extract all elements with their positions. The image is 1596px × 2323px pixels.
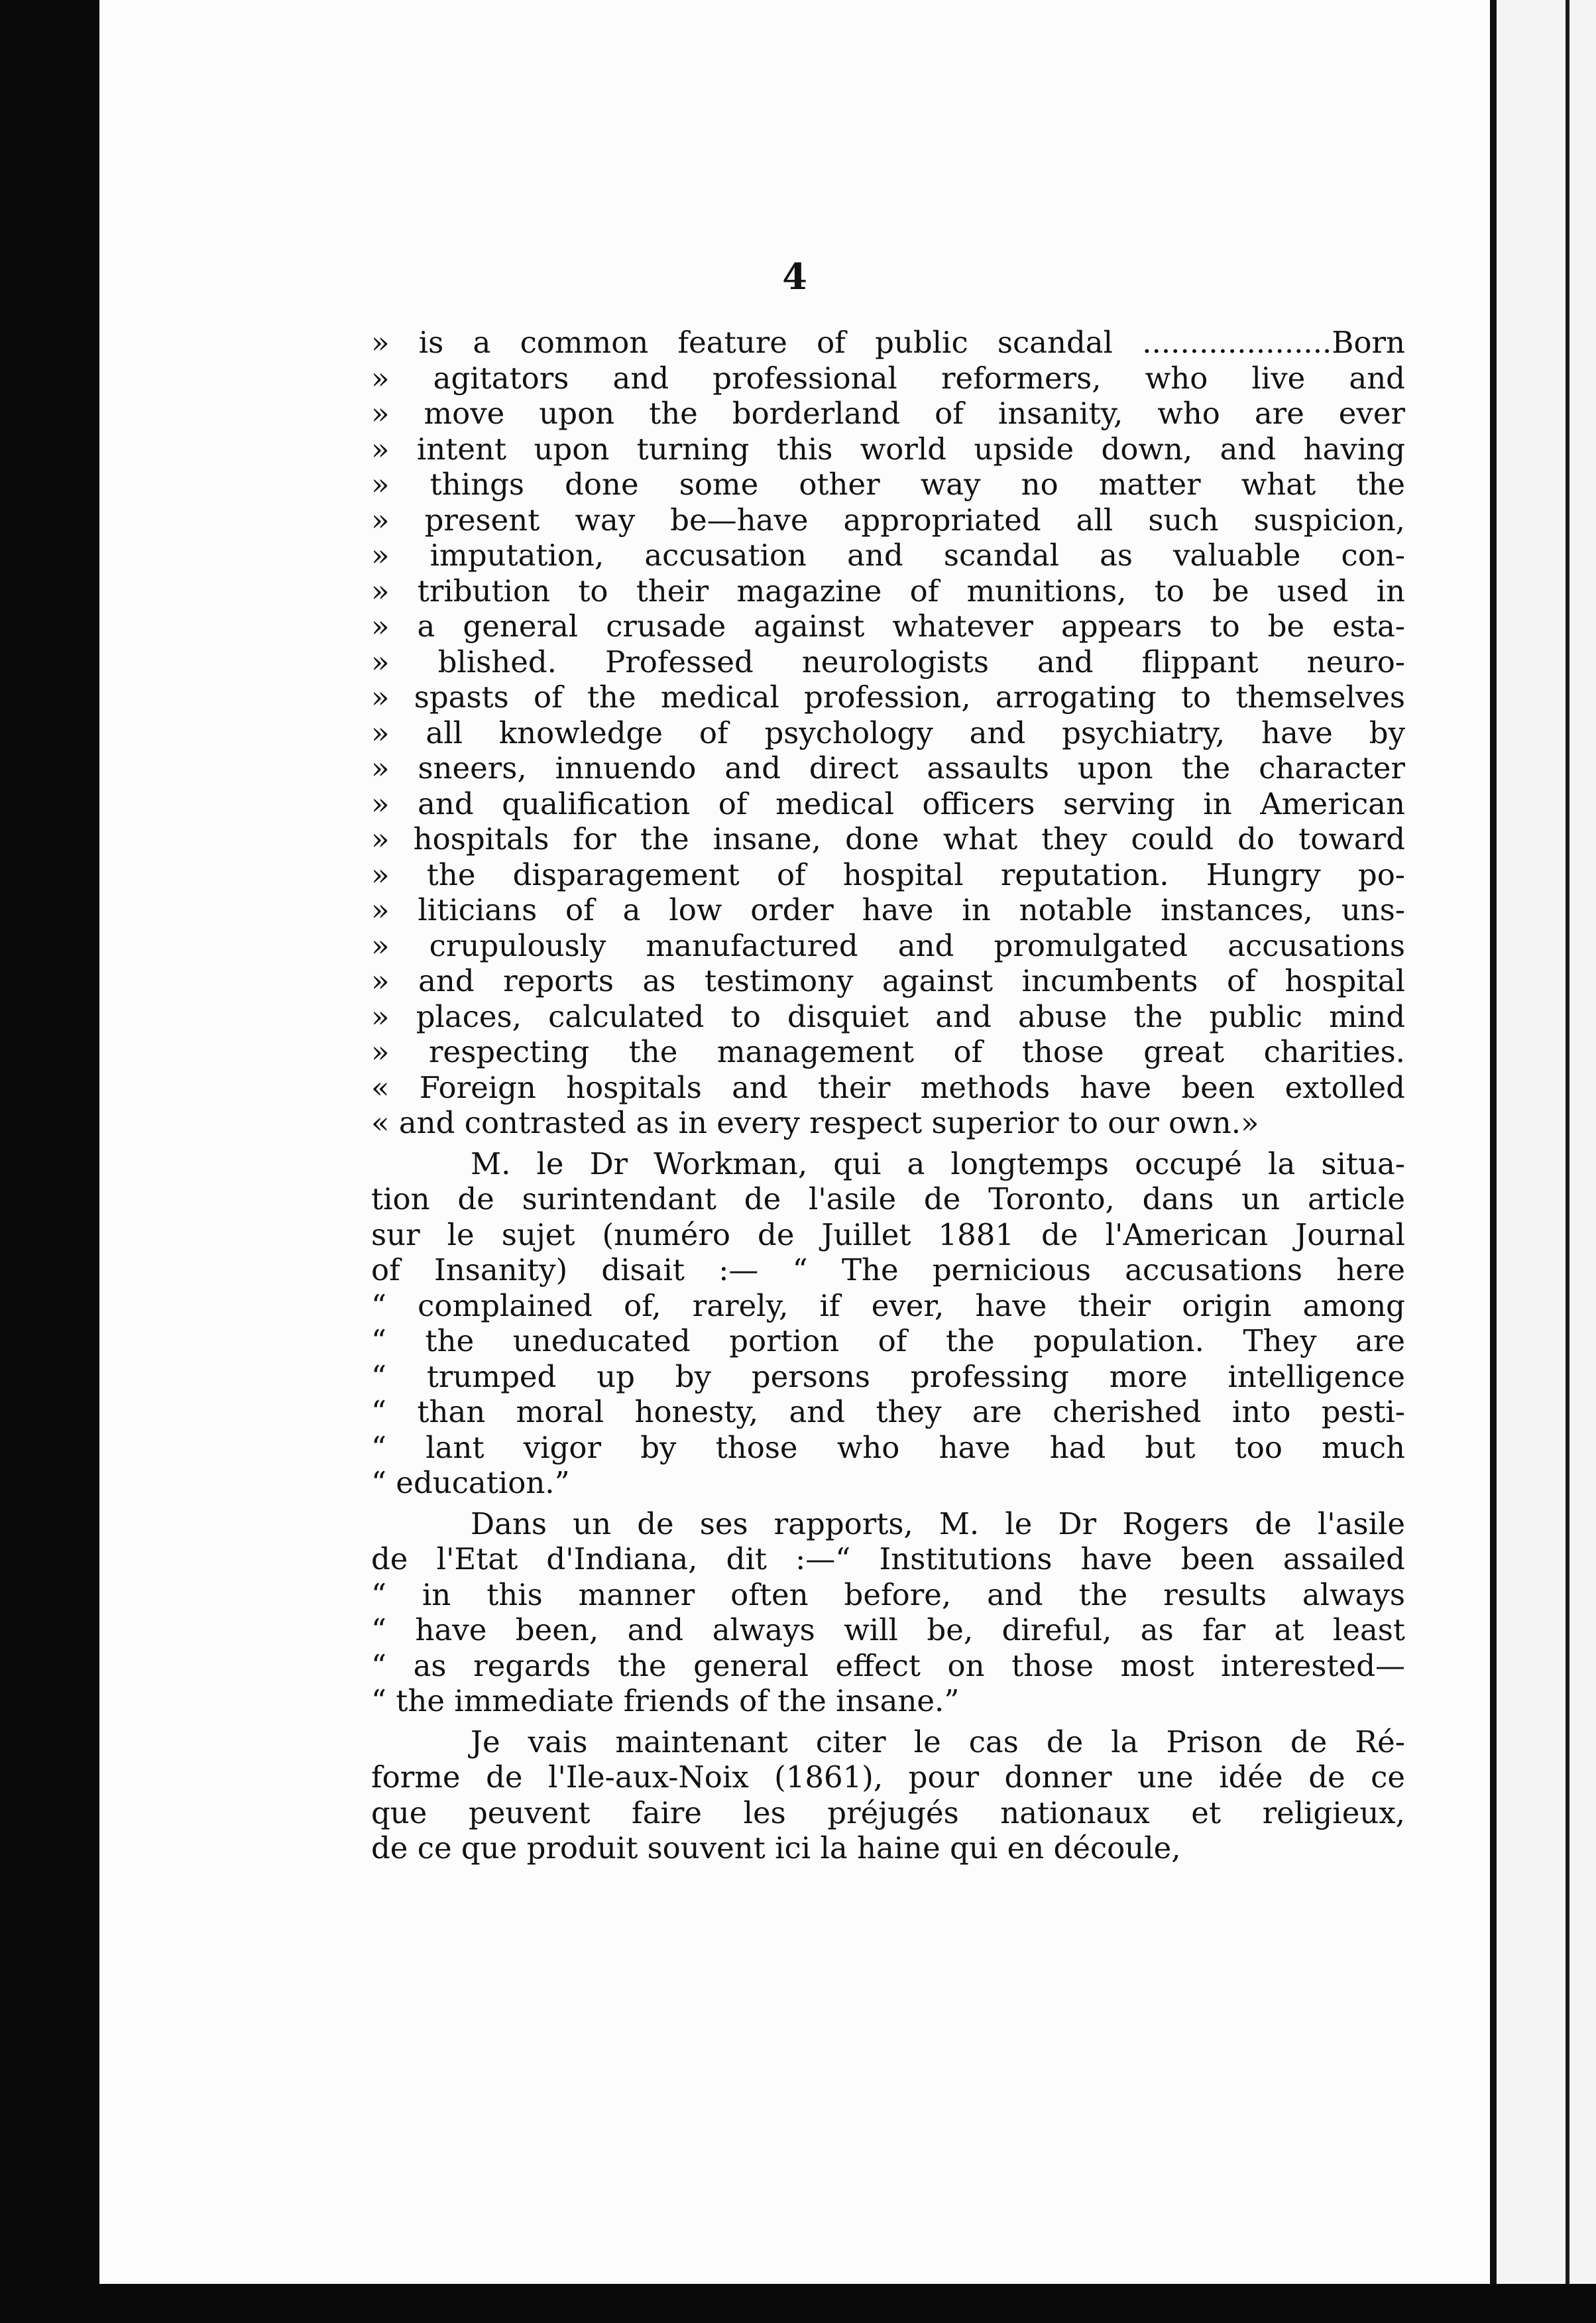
paragraph-rogers [371,1506,1405,1719]
text-line: “ than moral honesty, and they are cherished into pesti- [371,1394,1405,1429]
text-line: “ lant vigor by those who have had but too much [371,1429,1405,1465]
text-line: que peuvent faire les préjugés nationaux et religieux, [371,1795,1405,1830]
text-line: M. le Dr Workman, qui a longtemps occupé la situa- [471,1146,1405,1181]
text-line: Je vais maintenant citer le cas de la Prison de Ré- [471,1724,1405,1759]
text-line: tion de surintendant de l'asile de Toronto, dans un article [371,1181,1405,1217]
text-line: « Foreign hospitals and their methods have been extolled [371,1069,1405,1105]
page-edge-right [1490,0,1497,2284]
text-line: » blished. Professed neurologists and flippant neuro- [371,644,1405,680]
text-line: » agitators and professional reformers, who live and [371,360,1405,396]
text-line: » move upon the borderland of insanity, who are ever [371,396,1405,431]
page-number: 4 [782,255,807,298]
text-line: “ trumped up by persons professing more intelligence [371,1358,1405,1394]
text-line: » imputation, accusation and scandal as valuable con- [371,538,1405,573]
next-page-edge [1566,0,1569,2284]
text-line: “ the uneducated portion of the population. They are [371,1323,1405,1358]
paragraph-workman [371,1146,1405,1501]
document-page [99,0,1490,2284]
text-line: » a general crusade against whatever appears to be esta- [371,609,1405,644]
text-line: Dans un de ses rapports, M. le Dr Rogers de l'asile [471,1506,1405,1541]
text-line: » all knowledge of psychology and psychiatry, have by [371,715,1405,750]
text-line: sur le sujet (numéro de Juillet 1881 de l'American Journal [371,1217,1405,1252]
text-line: de ce que produit souvent ici la haine qui en découle, [371,1830,1181,1866]
text-body [371,325,1405,1866]
text-line: » spasts of the medical profession, arrogating to themselves [371,680,1405,715]
text-line: of Insanity) disait :— “ The pernicious accusations here [371,1252,1405,1287]
text-line: “ complained of, rarely, if ever, have their origin among [371,1287,1405,1323]
text-line: » and qualification of medical officers serving in American [371,786,1405,821]
text-line: » sneers, innuendo and direct assaults upon the character [371,750,1405,786]
text-line: “ education.” [371,1465,570,1500]
text-line: » intent upon turning this world upside down, and having [371,431,1405,467]
scan-border-bottom [0,2284,1596,2323]
text-line: “ the immediate friends of the insane.” [371,1683,960,1718]
text-line: » things done some other way no matter what the [371,467,1405,502]
text-line: “ as regards the general effect on those most interested— [371,1647,1405,1683]
text-line: » present way be—have appropriated all such suspicion, [371,502,1405,538]
text-line: » crupulously manufactured and promulgated accusations [371,927,1405,963]
paragraph-ile-aux-noix [371,1724,1405,1866]
scan-border-left [0,0,99,2323]
text-line: » hospitals for the insane, done what they could do toward [371,821,1405,857]
text-line: « and contrasted as in every respect superior to our own.» [371,1105,1259,1140]
text-line: “ have been, and always will be, direful, as far at least [371,1612,1405,1647]
text-line: » places, calculated to disquiet and abuse the public mind [371,998,1405,1034]
scan-border-right [1497,0,1596,2284]
text-line: » and reports as testimony against incumbents of hospital [371,963,1405,998]
text-line: » is a common feature of public scandal ....................Born [371,325,1405,360]
paragraph-quote-continuation [371,325,1405,1141]
text-line: “ in this manner often before, and the results always [371,1577,1405,1612]
text-line: » liticians of a low order have in notable instances, uns- [371,892,1405,927]
text-line: » tribution to their magazine of munitions, to be used in [371,573,1405,609]
text-line: » respecting the management of those great charities. [371,1034,1405,1069]
text-line: » the disparagement of hospital reputation. Hungry po- [371,857,1405,892]
text-line: de l'Etat d'Indiana, dit :—“ Institutions have been assailed [371,1541,1405,1577]
text-line: forme de l'Ile-aux-Noix (1861), pour donner une idée de ce [371,1759,1405,1795]
